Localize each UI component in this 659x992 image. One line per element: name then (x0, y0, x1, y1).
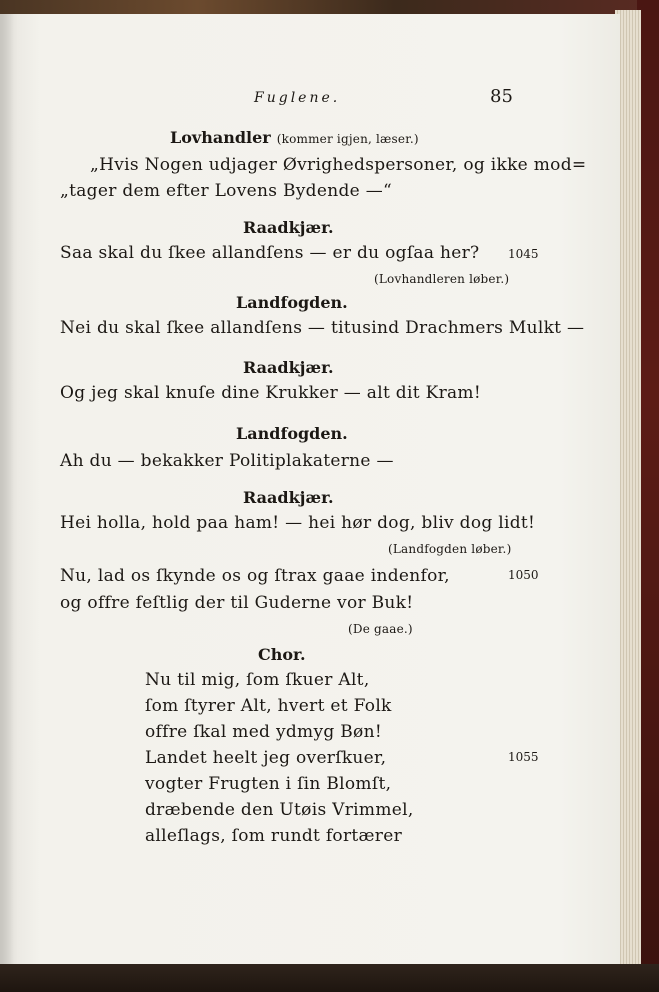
stage-direction: (Lovhandleren løber.) (374, 272, 510, 286)
line-number: 1045 (508, 247, 539, 261)
chorus-line: dræbende den Utøis Vrimmel, (145, 800, 414, 820)
chorus-line: vogter Frugten i ſin Blomſt, (145, 774, 392, 794)
scan-background-bottom (0, 964, 659, 992)
stage-direction: (De gaae.) (348, 622, 413, 636)
speaker-heading: Raadkjær. (243, 358, 334, 377)
line-number: 1050 (508, 568, 539, 582)
verse-line: Nu, lad os ſkynde os og ſtrax gaae indenfor, (60, 566, 450, 586)
speaker-heading (170, 128, 419, 147)
speaker-name: Lovhandler (170, 128, 271, 147)
chorus-line: Nu til mig, ſom ſkuer Alt, (145, 670, 370, 690)
running-title: Fuglene. (254, 90, 341, 106)
line-number: 1055 (508, 750, 539, 764)
chorus-line: offre ſkal med ydmyg Bøn! (145, 722, 382, 742)
stage-direction: (kommer igjen, læser.) (276, 132, 419, 146)
chorus-line: ſom ſtyrer Alt, hvert et Folk (145, 696, 392, 716)
verse-line: „Hvis Nogen udjager Øvrighedspersoner, og ikke mod= (90, 155, 587, 175)
verse-line: og offre feſtlig der til Guderne vor Buk! (60, 593, 414, 613)
speaker-heading: Raadkjær. (243, 218, 334, 237)
chorus-line: alleſlags, ſom rundt fortærer (145, 826, 403, 846)
gutter-shadow (0, 14, 14, 964)
speaker-heading: Raadkjær. (243, 488, 334, 507)
stage-direction: (Landfogden løber.) (388, 542, 512, 556)
page-number: 85 (490, 86, 513, 107)
speaker-heading: Landfogden. (236, 293, 348, 312)
verse-line: Hei holla, hold paa ham! — hei hør dog, bliv dog lidt! (60, 513, 536, 533)
verse-line: Ah du — bekakker Politiplakaterne — (60, 451, 394, 471)
verse-line: Og jeg skal knuſe dine Krukker — alt dit Kram! (60, 383, 481, 403)
verse-line: Nei du skal ſkee allandſens — titusind Drachmers Mulkt — (60, 318, 585, 338)
verse-line: Saa skal du ſkee allandſens — er du ogſaa her? (60, 243, 480, 263)
speaker-heading: Landfogden. (236, 424, 348, 443)
chorus-line: Landet heelt jeg overſkuer, (145, 748, 387, 768)
speaker-heading: Chor. (258, 645, 306, 664)
verse-line: „tager dem efter Lovens Bydende —“ (60, 181, 392, 201)
